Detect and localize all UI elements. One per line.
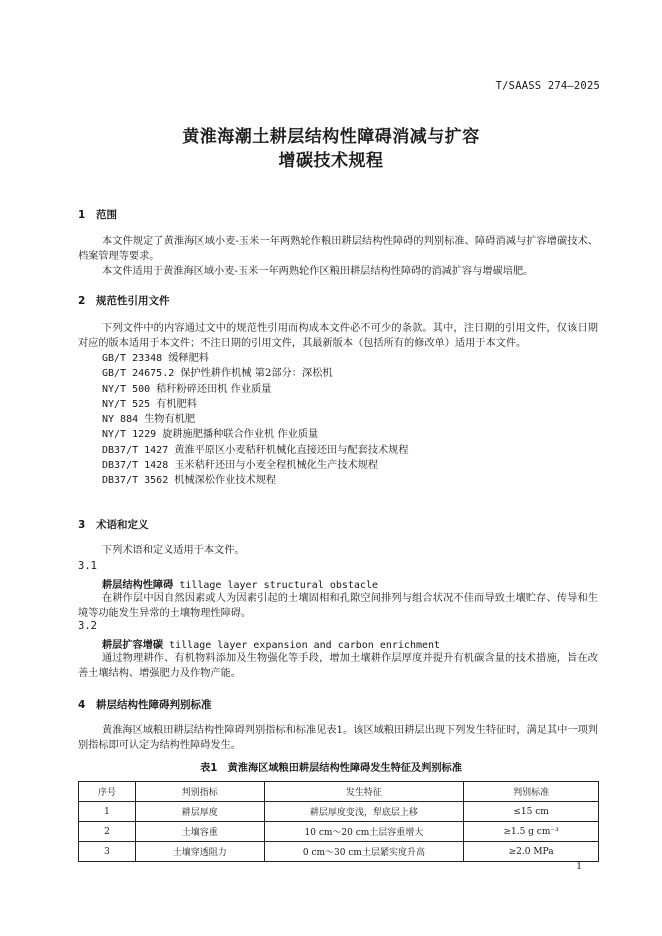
reference-code: DB37/T 3562 [102, 475, 169, 487]
reference-item [102, 397, 409, 412]
term-english: tillage layer expansion and carbon enrichment [169, 640, 441, 651]
term-english: tillage layer structural obstacle [179, 580, 378, 591]
reference-code: DB37/T 1427 [102, 444, 169, 456]
section-number: 1 [78, 209, 86, 221]
column-header: 发生特征 [264, 782, 464, 802]
section-title: 耕层结构性障碍判别标准 [96, 699, 212, 711]
reference-code: NY/T 525 [102, 398, 151, 410]
table-cell: 土壤穿透阻力 [135, 842, 264, 862]
section-1-paragraph-1: 本文件规定了黄淮海区域小麦-玉米一年两熟轮作粮田耕层结构性障碍的判别标准、障碍消减与扩容增碳技术、档案管理等要求。 [78, 236, 598, 262]
reference-item [102, 412, 409, 427]
table-cell: 0 cm～30 cm土层紧实度升高 [264, 842, 464, 862]
normative-references-list [102, 351, 409, 489]
section-number: 2 [78, 295, 86, 307]
column-header: 判别标准 [464, 782, 599, 802]
reference-item [102, 351, 409, 366]
reference-name: 旋耕施肥播种联合作业机 作业质量 [162, 429, 319, 441]
standard-code: T/SAASS 274—2025 [495, 80, 600, 92]
page-number: 1 [576, 862, 582, 872]
reference-name: 黄淮平原区小麦秸秆机械化直接还田与配套技术规程 [174, 444, 409, 456]
table-cell: 耕层厚度 [135, 802, 264, 822]
term-number: 3.2 [78, 620, 97, 632]
reference-name: 玉米秸秆还田与小麦全程机械化生产技术规程 [174, 460, 378, 472]
section-4-paragraph-1: 黄淮海区域粮田耕层结构性障碍判别指标和标准见表1。该区域粮田耕层出现下列发生特征时，满足其中一项判别指标即可认定为结构性障碍发生。 [78, 725, 598, 751]
reference-item [102, 366, 409, 381]
section-2-heading [78, 293, 170, 308]
reference-item [102, 382, 409, 397]
section-1-heading [78, 207, 117, 222]
reference-name: 缓释肥料 [168, 353, 209, 364]
section-number: 4 [78, 699, 86, 711]
reference-name: 生物有机肥 [144, 414, 196, 426]
table-caption: 表1 黄淮海区域粮田耕层结构性障碍发生特征及判别标准 [200, 763, 462, 774]
table-row [79, 802, 599, 822]
reference-code: NY/T 1229 [102, 429, 157, 441]
column-header: 判别指标 [135, 782, 264, 802]
document-title-line2: 增碳技术规程 [278, 151, 384, 171]
section-title: 术语和定义 [96, 519, 149, 531]
reference-item [102, 427, 409, 442]
section-title: 规范性引用文件 [96, 295, 170, 307]
reference-code: NY/T 500 [102, 383, 151, 395]
reference-item [102, 443, 409, 458]
section-1-paragraph-2: 本文件适用于黄淮海区域小麦-玉米一年两熟轮作区粮田耕层结构性障碍的消减扩容与增碳培肥。 [102, 266, 534, 277]
table-cell: 土壤容重 [135, 822, 264, 842]
reference-code: GB/T 23348 [102, 353, 163, 364]
term-name: 耕层结构性障碍 [102, 580, 174, 591]
section-2-paragraph-1: 下列文件中的内容通过文中的规范性引用而构成本文件必不可少的条款。其中，注日期的引用文件，仅该日期对应的版本适用于本文件；不注日期的引用文件，其最新版本（包括所有的修改单）适用于本文件。 [78, 323, 598, 349]
table-cell: ≥2.0 MPa [464, 842, 599, 862]
table-cell: 10 cm～20 cm土层容重增大 [264, 822, 464, 842]
reference-name: 秸秆粉碎还田机 作业质量 [156, 383, 272, 395]
term-heading [102, 576, 378, 591]
section-number: 3 [78, 519, 86, 531]
section-3-intro: 下列术语和定义适用于本文件。 [102, 545, 245, 556]
table-cell: 2 [79, 822, 136, 842]
term-definition: 通过物理耕作、有机物料添加及生物强化等手段，增加土壤耕作层厚度并提升有机碳含量的技术措施，旨在改善土壤结构、增强肥力及作物产能。 [78, 653, 598, 679]
table-row [79, 822, 599, 842]
column-header: 序号 [79, 782, 136, 802]
term-definition: 在耕作层中因自然因素或人为因素引起的土壤固相和孔隙空间排列与组合状况不佳而导致土壤贮存、传导和生境等功能发生异常的土壤物理性障碍。 [78, 593, 598, 619]
reference-name: 保护性耕作机械 第2部分：深松机 [180, 368, 333, 380]
term-heading [102, 636, 440, 651]
reference-name: 机械深松作业技术规程 [174, 475, 277, 487]
table-cell: ≤15 cm [464, 802, 599, 822]
reference-item [102, 473, 409, 488]
reference-name: 有机肥料 [156, 398, 197, 410]
table-cell: 耕层厚度变浅，犁底层上移 [264, 802, 464, 822]
term-number: 3.1 [78, 560, 97, 572]
table-header-row [79, 782, 599, 802]
reference-code: DB37/T 1428 [102, 460, 169, 472]
section-3-heading [78, 517, 149, 532]
section-4-heading [78, 697, 212, 712]
reference-item [102, 458, 409, 473]
reference-code: GB/T 24675.2 [102, 368, 175, 380]
document-title-line1: 黄淮海潮土耕层结构性障碍消减与扩容 [182, 127, 480, 147]
reference-code: NY 884 [102, 414, 139, 426]
term-name: 耕层扩容增碳 [102, 640, 164, 651]
table-cell: ≥1.5 g cm⁻³ [464, 822, 599, 842]
criteria-table [78, 781, 599, 862]
table-cell: 3 [79, 842, 136, 862]
section-title: 范围 [96, 209, 117, 221]
table-row [79, 842, 599, 862]
table-cell: 1 [79, 802, 136, 822]
